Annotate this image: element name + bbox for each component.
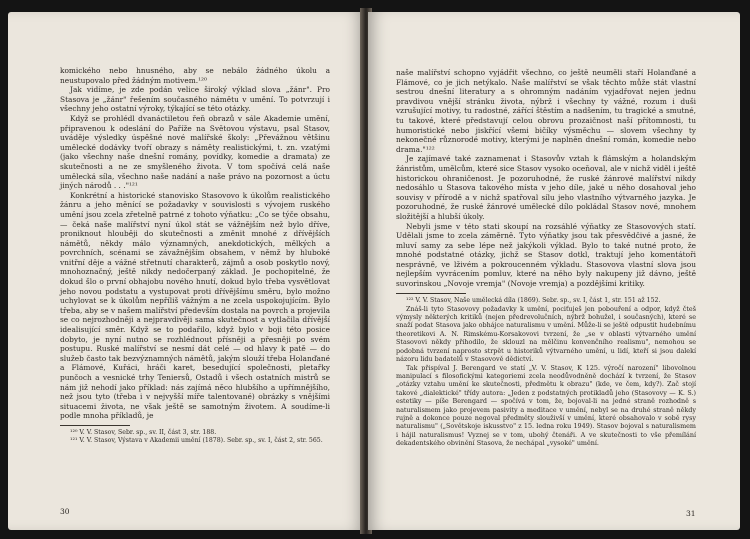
- page-number: 30: [60, 507, 70, 516]
- footnote-rule: [60, 425, 130, 426]
- footnote: ¹²² V. V. Stasov, Naše umělecká díla (1869). Sebr. sp., sv. I, část 1, str. 151 až 152.: [406, 296, 661, 304]
- footnote: ¹²¹ V. V. Stasov, Výstava v Akademii umění (1878). Sebr. sp., sv. I, část 2, str. 565.: [70, 436, 323, 444]
- paragraph: naše malířství schopno vyjádřit všechno, co ještě neuměli staří Holanďané a Flámové, co je jich netýkalo. Naše malířství se však těchto může stát vlastní sestrou dnešní literatury a s ohromným nadáním vyjadřovat nejen jednu pravdivou vnější stránku života, nýbrž i všechny ty vážné, rozum i duši vzrušující motivy, tu radostné, zářící štěstím a nadšením, tu tragické a smutné, tu takové, které představují celou obrovu prozaičnost naší přítomnosti, tu humoristické nebo jiskřící všemi bičíky výsměchu — slovem všechny ty nekonečné různorodé motivy, kterými je naplněn dnešní román, komedie nebo drama."¹²²: [396, 68, 696, 154]
- left-page: [8, 12, 364, 530]
- paragraph: komického nebo hnusného, aby se nebálo žádného úkolu a neustupovalo před žádným motivem.¹²⁰: [60, 66, 330, 85]
- left-page-text: [60, 66, 330, 445]
- paragraph: Jak vidíme, je zde podán velice široký výklad slova „žánr". Pro Stasova je „žánr" řešením současného námětu v umění. To potvrzují i všechny jeho ostatní výroky, týkající se této otázky.: [60, 85, 330, 114]
- page-number: 31: [686, 509, 696, 518]
- footnote: ¹²⁰ V. V. Stasov, Sebr. sp., sv. II, část 3, str. 188.: [70, 428, 217, 436]
- right-page-text: [396, 68, 696, 448]
- note-paragraph: Tak přispíval J. Berengard ve statí „V. V. Stasov, K 125. výročí narození" libovolnou manipulací s filosofickými kategoriemi zcela neodůvodněně dochází k tvrzení, že Stasov „otázky vztahu umění ke skutečnosti, předmětu k obrazu" (kde, ve čem, kdy?). Zač stojí takové „dialektické" třídy autora: „Jeden z podstatných protikladů jeho (Stasovovy — K. S.) estetiky — píše Berengard — spočívá v tom, že, bojoval-li na jedné straně rozhodně s naturalismem jako projevem pasivity a meditace v umění, nebyl se na druhé straně někdy rujně a dokonce pouze negoval předměty slouživší v umění, které obsahovalo v sobě rysy naturalismu" („Sovětskoje iskusstvo" z 15. ledna roku 1949). Stasov bojoval s naturalismem i hájil naturalismus! Vyznej se v tom, ubohý čtenáři. A ve skutečnosti to vše přemílání dekadentského obvinění Stasova, že nechápal „vysoké" umění.: [396, 363, 696, 448]
- note-paragraph: Znáš-li tyto Stasovovy požadavky k umění, pociťuješ jen pobouření a odpor, když čteš výmysly některých kritiků (nejen předrevolučních, nýbrž bohužel, i současných), které se snaží podat Stasova jako obhájce naturalismu v umění. Může-li se ještě odpustit hudebnímu theoretikovi A. N. Rimskému-Korsakovovi tvrzení, že „se v oblasti výtvarného umění Stasovovi někdy přihodilo, že sklouzl na mělčinu konvenčního realismu", nemohou se podobná tvrzení naprosto strpět u historiků výtvarného umění, u lidí, kteří si jsou dalekí názoru lidu badatelů v Stasovově dědictví.: [396, 304, 696, 364]
- paragraph: Když se prohlédl dvanáctiletou řeň obrazů v sále Akademie umění, připravenou k odeslání do Paříže na Světovou výstavu, psal Stasov, uváděje výsledky úspěšné nové malířské školy: „Převážnou většinu umělecké dodávky tvoří obrazy s náměty realistickými, t. zn. vzatými (jako všechny naše dnešní romány, povídky, komedie a dramata) ze skutečnosti a ne ze smyšleného života. V tom spočívá celá naše umělecká síla, všechno naše nadání a naše právo na pozornost a úctu jiných národů . . ."¹²¹: [60, 113, 330, 191]
- footnote-rule: [396, 293, 466, 294]
- paragraph: Konkrétní a historické stanovisko Stasovovo k úkolům realistického žánru a jeho měnící se požadavky v souvislosti s vývojem ruského umění jsou zcela zřetelně patrné z tohoto výňatku: „Co se týče obsahu, — čeká naše malířství nyní úkol stát se vážnějším než bylo dříve, proniknout hlouběji do skutečnosti a změnit mnohé z dřívějších námětů, někdy málo významných, anekdotických, mělkých a povrchních, scénami se závažnějším obsahem, v němž by hluboké vnitřní děje a vážné střetnutí charakterů, zájmů a osob poskytlo nový, mnohoznačný, ještě nikdy nedočerpaný základ. Je pochopitelné, že dokud šlo o první obhajobu nového hnutí, dokud bylo třeba vysvětlovat jeho novou podstatu a vystupovat proti dřívějšímu směru, bylo možno uchylovat se k úkolům nepříliš vážným a ne zcela uspokojujícím. Bylo třeba, aby se v našem malířství především dostala na povrch a projevila se co nejrozhodněji a nejpravdivěji sama skutečnost a vytlačila dřívější idealisující směr. Když se to podařilo, když bylo v boji této posice dobyto, je nyní nutno se rozhlédnout přísněji a přesněji po svém postupu. Ruské malířství se nesmí dát celé — od hlavy k patě — do služeb často tak bezvýznamných námětů, jakým slouží třeba Holanďané a Flámové, Kuřáci, hráči karet, besedující společnosti, pletařky punčoch a vesnické trhy Teniersů, Ostadů i všech ostatních mistrů se nám již nehodí jako příklad: nás zajímá něco hlubšího a upřímnějšího, než jsou tyto (třeba i v nejvyšší míře talentované) obrázky s vnějšími situacemi života, ne však ještě se samotným životem. A soudíme-li podle mnoha příkladů, je: [60, 190, 330, 421]
- right-page: [368, 12, 740, 530]
- paragraph: Je zajímavé také zaznamenat i Stasovův vztah k flámským a holandským žánristům, umělcům, které sice Stasov vysoko oceňoval, ale v nichž viděl i ještě historickou ohraničenost. Je pozoruhodné, že ruské žánrové malířství nikdy nedosáhlo u Stasova takového místa v jeho díle, jaké u něho dosahoval jeho souvisy v přírodě a v nichž spatřoval sílu jeho vlastního výtvarného jazyka. Je pozoruhodné, že ruské žánrové umělecké dílo pokládal Stasov nové, mnohem složitější a hlubší úkoly.: [396, 154, 696, 221]
- paragraph: Nebyli jsme v této stati skoupí na rozsáhlé výňatky ze Stasovových statí. Udělali jsme to zcela záměrně. Tyto výňatky jsou tak přesvědčivé a jasné, že mluví samy za sebe lépe než jakýkoli výklad. Bylo to také nutné proto, že mnohé podstatné otázky, jichž se Stasov dotkl, traktují jeho komentátoři nesprávně, ve lživém a pokroucenném výkladu. Stasovova vlastní slova jsou nejlepším vyvrácením pomluv, které na něho byly nakupeny již dávno, ještě suvorinskou „Novoje vremja" (Novoje vremja) a pozdějšími kritiky.: [396, 221, 696, 289]
